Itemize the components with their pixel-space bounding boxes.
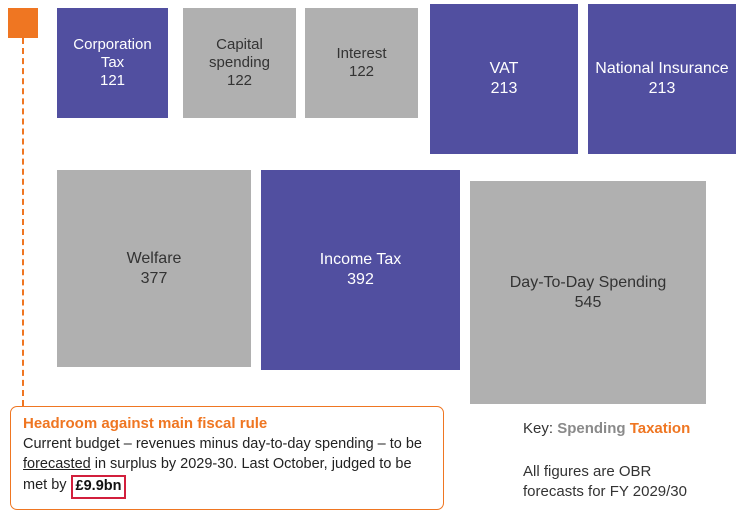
block-value: 213: [490, 80, 518, 97]
headroom-highlight-value: £9.9bn: [71, 475, 127, 499]
block-label: Income Tax: [319, 251, 402, 269]
headroom-callout: [10, 406, 444, 510]
block-day-to-day-spending[interactable]: [470, 181, 706, 404]
block-value: 392: [347, 271, 374, 288]
callout-body: [23, 435, 431, 498]
block-value: 121: [99, 72, 126, 90]
block-value: 213: [648, 80, 676, 97]
block-label: Welfare: [126, 249, 182, 267]
key-label: Key:: [523, 420, 554, 437]
block-capital-spending[interactable]: [183, 8, 296, 118]
key-taxation-label: Taxation: [629, 420, 691, 437]
source-footnote: [523, 462, 733, 503]
block-label: National Insurance: [595, 60, 729, 78]
block-value: 122: [226, 72, 253, 90]
block-vat[interactable]: [430, 4, 578, 154]
block-national-insurance[interactable]: [588, 4, 736, 154]
block-label: Day-To-Day Spending: [509, 273, 667, 291]
block-label: Capital spending: [209, 35, 270, 71]
key-spending-label: Spending: [557, 420, 626, 437]
footnote-line-1: All figures are OBR: [523, 463, 652, 480]
block-label: Corporation Tax: [73, 35, 152, 71]
headroom-dashed-connector: [22, 38, 24, 406]
footnote-line-2: forecasts for FY 2029/30: [523, 483, 687, 501]
callout-text-underlined: forecasted: [23, 455, 91, 472]
block-corporation-tax[interactable]: [57, 8, 168, 118]
block-value: 545: [574, 293, 602, 311]
block-income-tax[interactable]: [261, 170, 460, 370]
block-value: 377: [140, 269, 168, 287]
block-label: VAT: [489, 60, 519, 78]
block-value: 122: [348, 63, 375, 80]
callout-text-part1: Current budget – revenues minus day-to-day spending – to be: [23, 436, 422, 452]
block-label: Interest: [336, 44, 387, 62]
block-welfare[interactable]: [57, 170, 251, 367]
chart-key: [523, 420, 690, 437]
callout-title: Headroom against main fiscal rule: [23, 415, 268, 432]
block-interest[interactable]: [305, 8, 418, 118]
callout-text-part2: in surplus by 2029-30. Last October, judged to be met by: [23, 455, 412, 494]
headroom-marker: [8, 8, 38, 38]
